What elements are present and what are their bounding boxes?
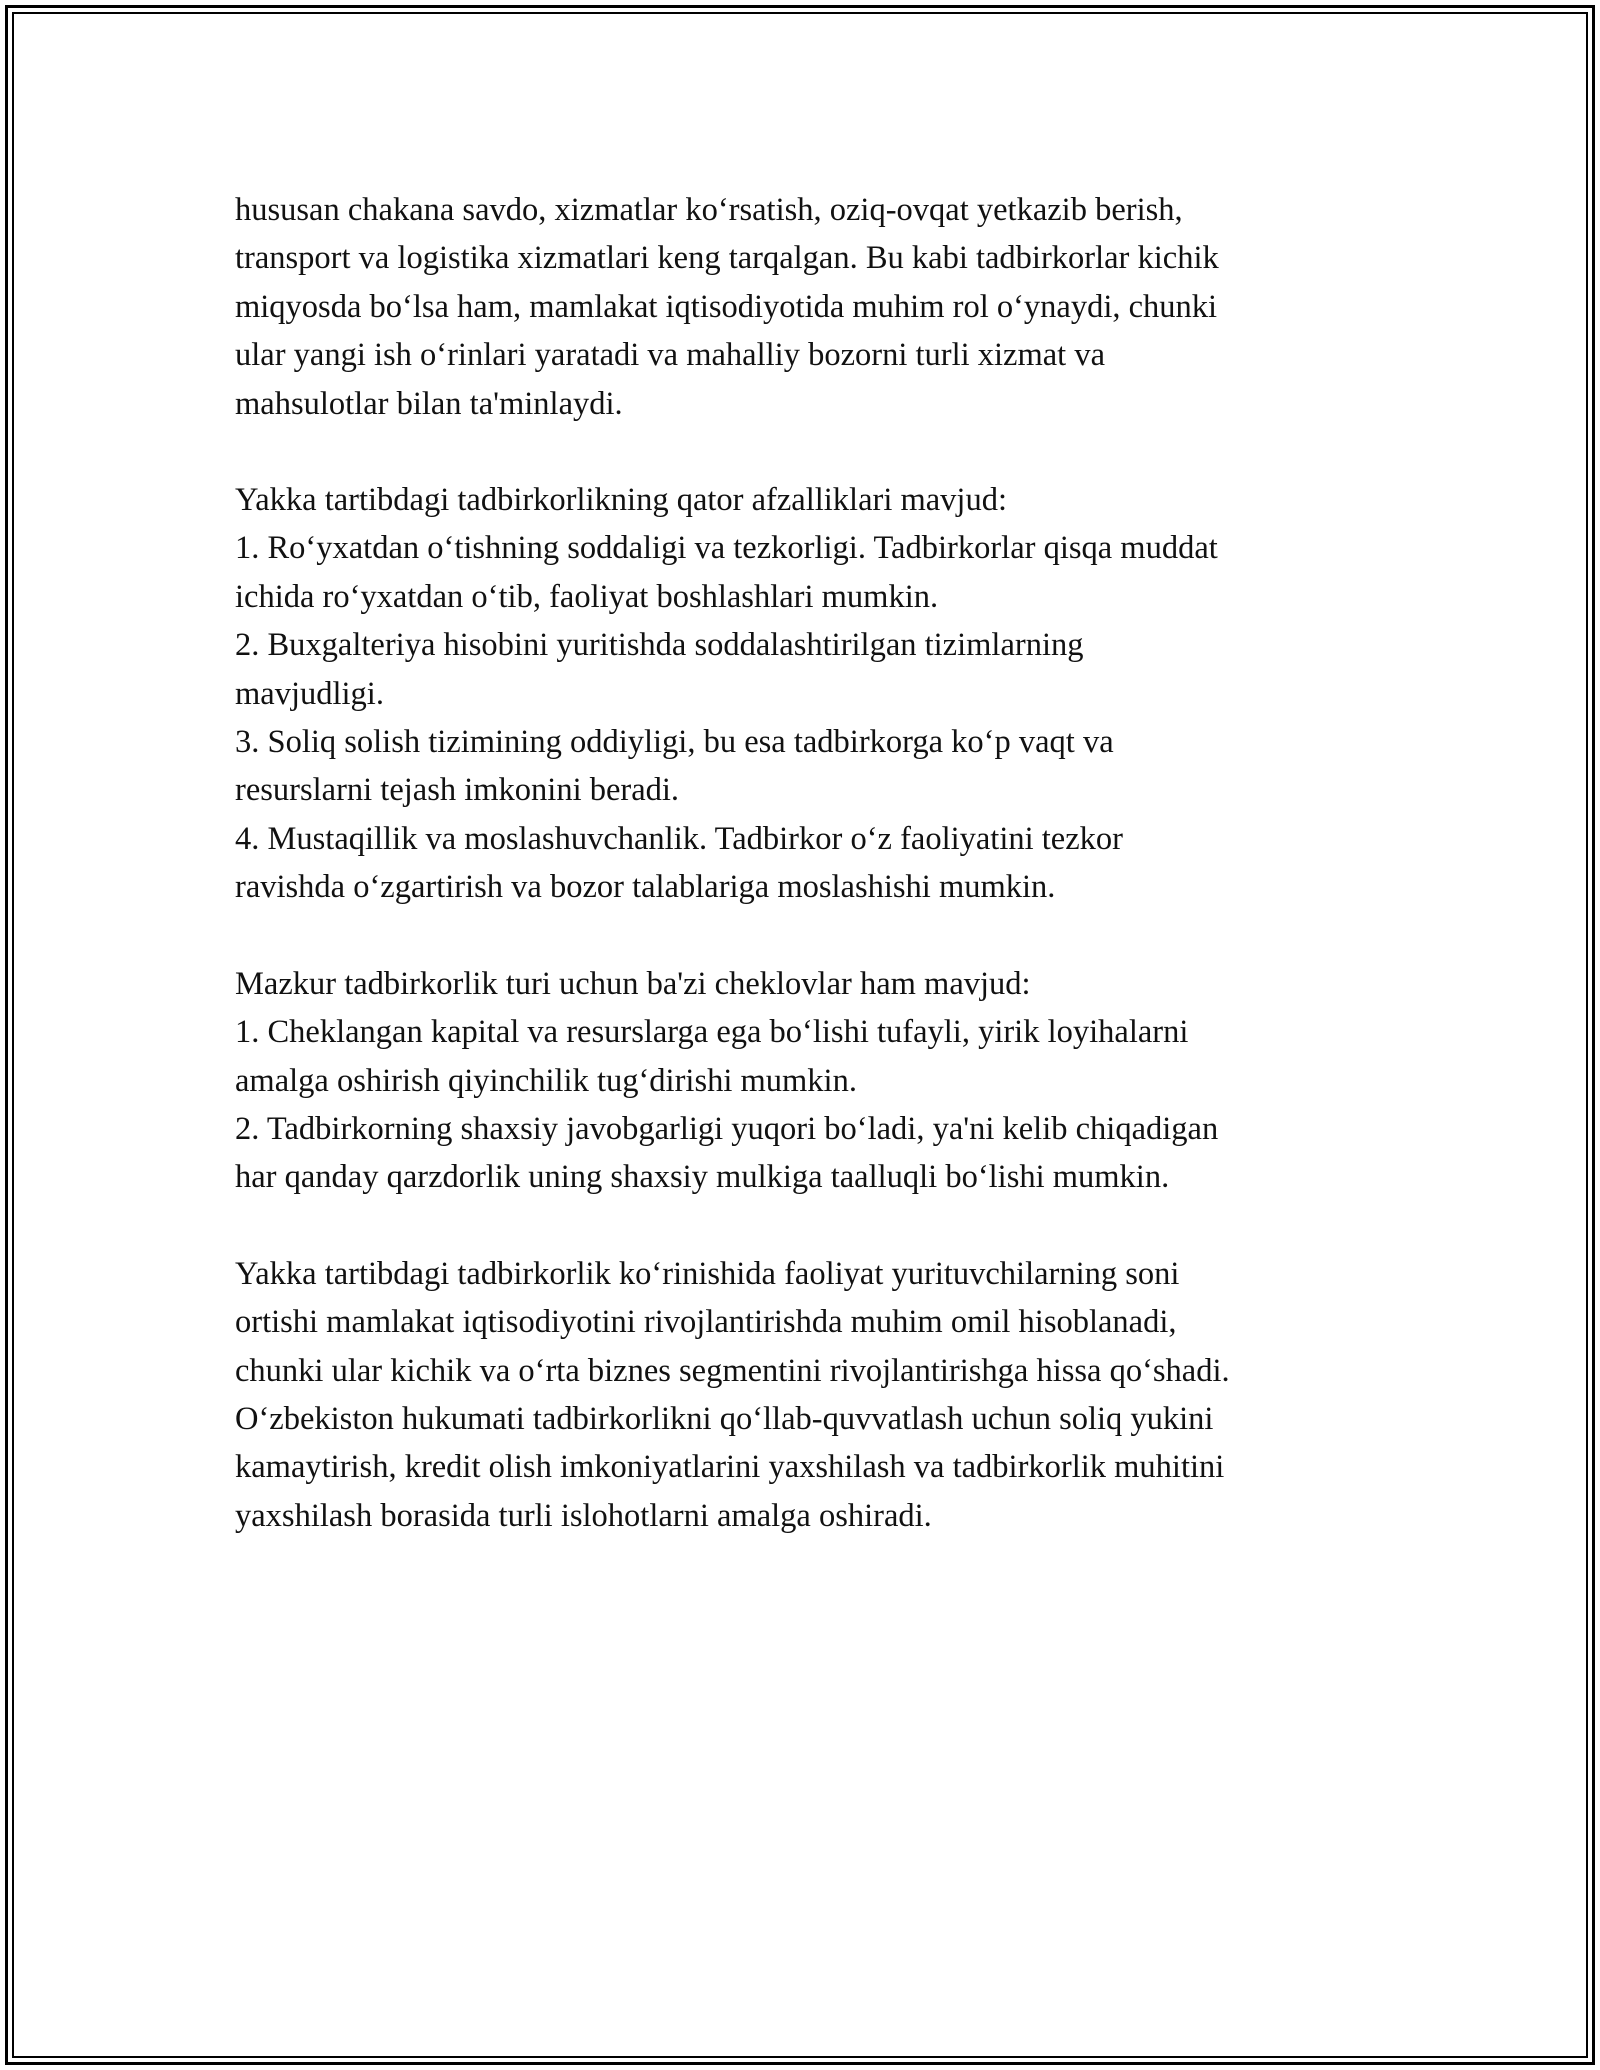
list-item-line: ravishda oʻzgartirish va bozor talablariga moslashishi mumkin. [235, 869, 1056, 906]
text-line: hususan chakana savdo, xizmatlar koʻrsatish, oziq-ovqat yetkazib berish, [235, 192, 1183, 228]
list-item-line: 1. Cheklangan kapital va resurslarga ega boʻlishi tufayli, yirik loyihalarni [235, 1014, 1189, 1051]
list-item-line: 2. Tadbirkorning shaxsiy javobgarligi yuqori boʻladi, ya'ni kelib chiqadigan [235, 1110, 1219, 1147]
text-line: yaxshilash borasida turli islohotlarni amalga oshiradi. [235, 1497, 932, 1534]
list-item-line: mavjudligi. [235, 675, 384, 712]
text-line: chunki ular kichik va oʻrta biznes segmentini rivojlantirishga hissa qoʻshadi. [235, 1352, 1230, 1389]
list-item-line: ichida roʻyxatdan oʻtib, faoliyat boshlashlari mumkin. [235, 578, 939, 615]
text-line: miqyosda boʻlsa ham, mamlakat iqtisodiyotida muhim rol oʻynaydi, chunki [235, 288, 1218, 325]
list-item-line: har qanday qarzdorlik uning shaxsiy mulkiga taalluqli boʻlishi mumkin. [235, 1159, 1170, 1196]
paragraph-limitations [235, 960, 1365, 1202]
list-item-line: 1. Roʻyxatdan oʻtishning soddaligi va tezkorligi. Tadbirkorlar qisqa muddat [235, 530, 1218, 567]
list-item-line: 3. Soliq solish tizimining oddiyligi, bu esa tadbirkorga koʻp vaqt va [235, 724, 1114, 761]
text-line: Yakka tartibdagi tadbirkorlik koʻrinishida faoliyat yurituvchilarning soni [235, 1255, 1180, 1292]
paragraph-intro [235, 186, 1365, 428]
text-line: Yakka tartibdagi tadbirkorlikning qator afzalliklari mavjud: [235, 482, 1007, 519]
text-line: ular yangi ish oʻrinlari yaratadi va mahalliy bozorni turli xizmat va [235, 337, 1105, 374]
text-line: kamaytirish, kredit olish imkoniyatlarini yaxshilash va tadbirkorlik muhitini [235, 1449, 1225, 1486]
paragraph-conclusion [235, 1250, 1365, 1540]
list-item-line: resurslarni tejash imkonini beradi. [235, 772, 680, 809]
list-item-line: 4. Mustaqillik va moslashuvchanlik. Tadbirkor oʻz faoliyatini tezkor [235, 820, 1123, 857]
paragraph-advantages [235, 476, 1365, 912]
text-line: mahsulotlar bilan ta'minlaydi. [235, 385, 623, 422]
list-item-line: amalga oshirish qiyinchilik tugʻdirishi mumkin. [235, 1062, 857, 1099]
text-line: Mazkur tadbirkorlik turi uchun ba'zi cheklovlar ham mavjud: [235, 965, 1031, 1002]
text-line: ortishi mamlakat iqtisodiyotini rivojlantirishda muhim omil hisoblanadi, [235, 1304, 1177, 1341]
document-body [235, 186, 1365, 1588]
text-line: Oʻzbekiston hukumati tadbirkorlikni qoʻllab-quvvatlash uchun soliq yukini [235, 1400, 1214, 1437]
list-item-line: 2. Buxgalteriya hisobini yuritishda soddalashtirilgan tizimlarning [235, 627, 1084, 664]
text-line: transport va logistika xizmatlari keng tarqalgan. Bu kabi tadbirkorlar kichik [235, 240, 1219, 277]
